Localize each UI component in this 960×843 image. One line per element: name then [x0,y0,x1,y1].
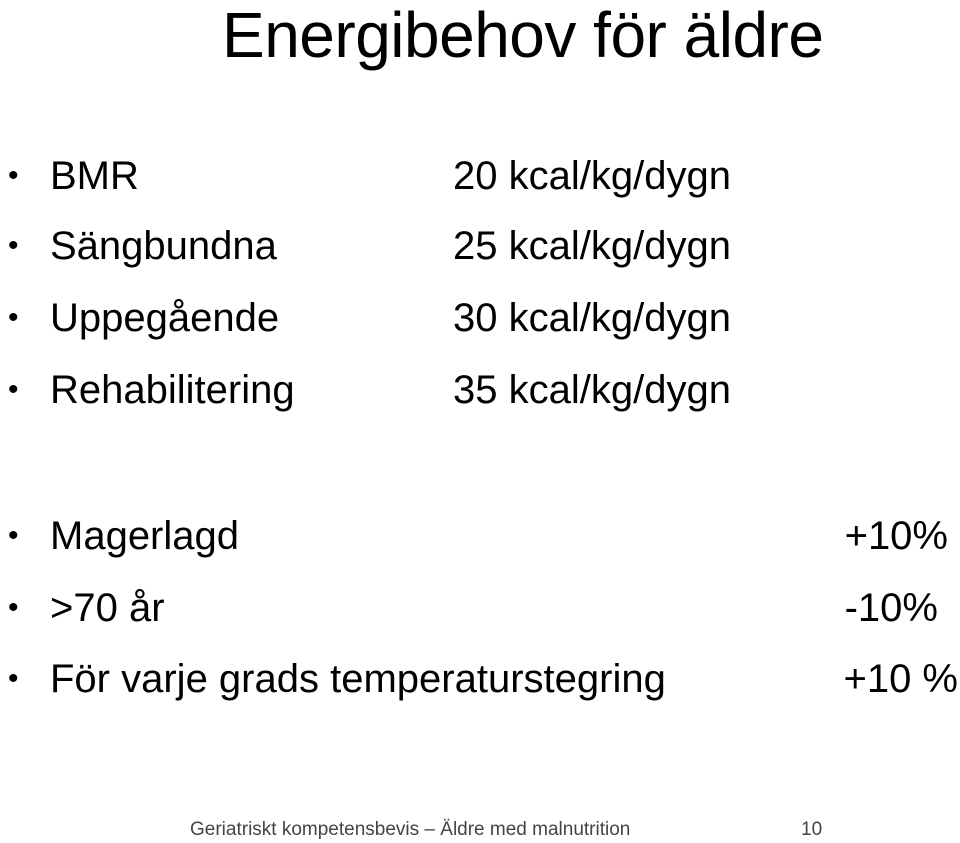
slide-footer: Geriatriskt kompetensbevis – Äldre med malnutrition [190,819,631,840]
adjustment-value: +10 % [843,657,958,701]
list-item [0,651,960,707]
slide-title: Energibehov för äldre [222,0,824,71]
list-item [0,508,960,564]
list-item [0,218,960,274]
list-item [0,580,960,636]
list-item [0,290,960,346]
adjustment-label: Magerlagd [50,514,240,558]
bullet-icon: • [8,229,19,262]
energy-need-value: 30 kcal/kg/dygn [453,296,731,340]
bullet-icon: • [8,373,19,406]
bullet-icon: • [8,519,19,552]
bullet-icon: • [8,301,19,334]
energy-need-label: BMR [50,154,139,198]
page-number: 10 [801,819,823,840]
energy-need-value: 35 kcal/kg/dygn [453,368,731,412]
energy-need-label: Sängbundna [50,224,277,268]
energy-need-value: 25 kcal/kg/dygn [453,224,731,268]
energy-need-value: 20 kcal/kg/dygn [453,154,731,198]
energy-need-label: Rehabilitering [50,368,295,412]
list-item [0,148,960,204]
bullet-icon: • [8,662,19,695]
adjustment-label: För varje grads temperaturstegring [50,657,666,701]
adjustment-value: +10% [844,514,948,558]
bullet-icon: • [8,591,19,624]
bullet-icon: • [8,159,19,192]
adjustment-value: -10% [844,586,938,630]
energy-need-label: Uppegående [50,296,280,340]
list-item [0,362,960,418]
adjustment-label: >70 år [50,586,165,630]
